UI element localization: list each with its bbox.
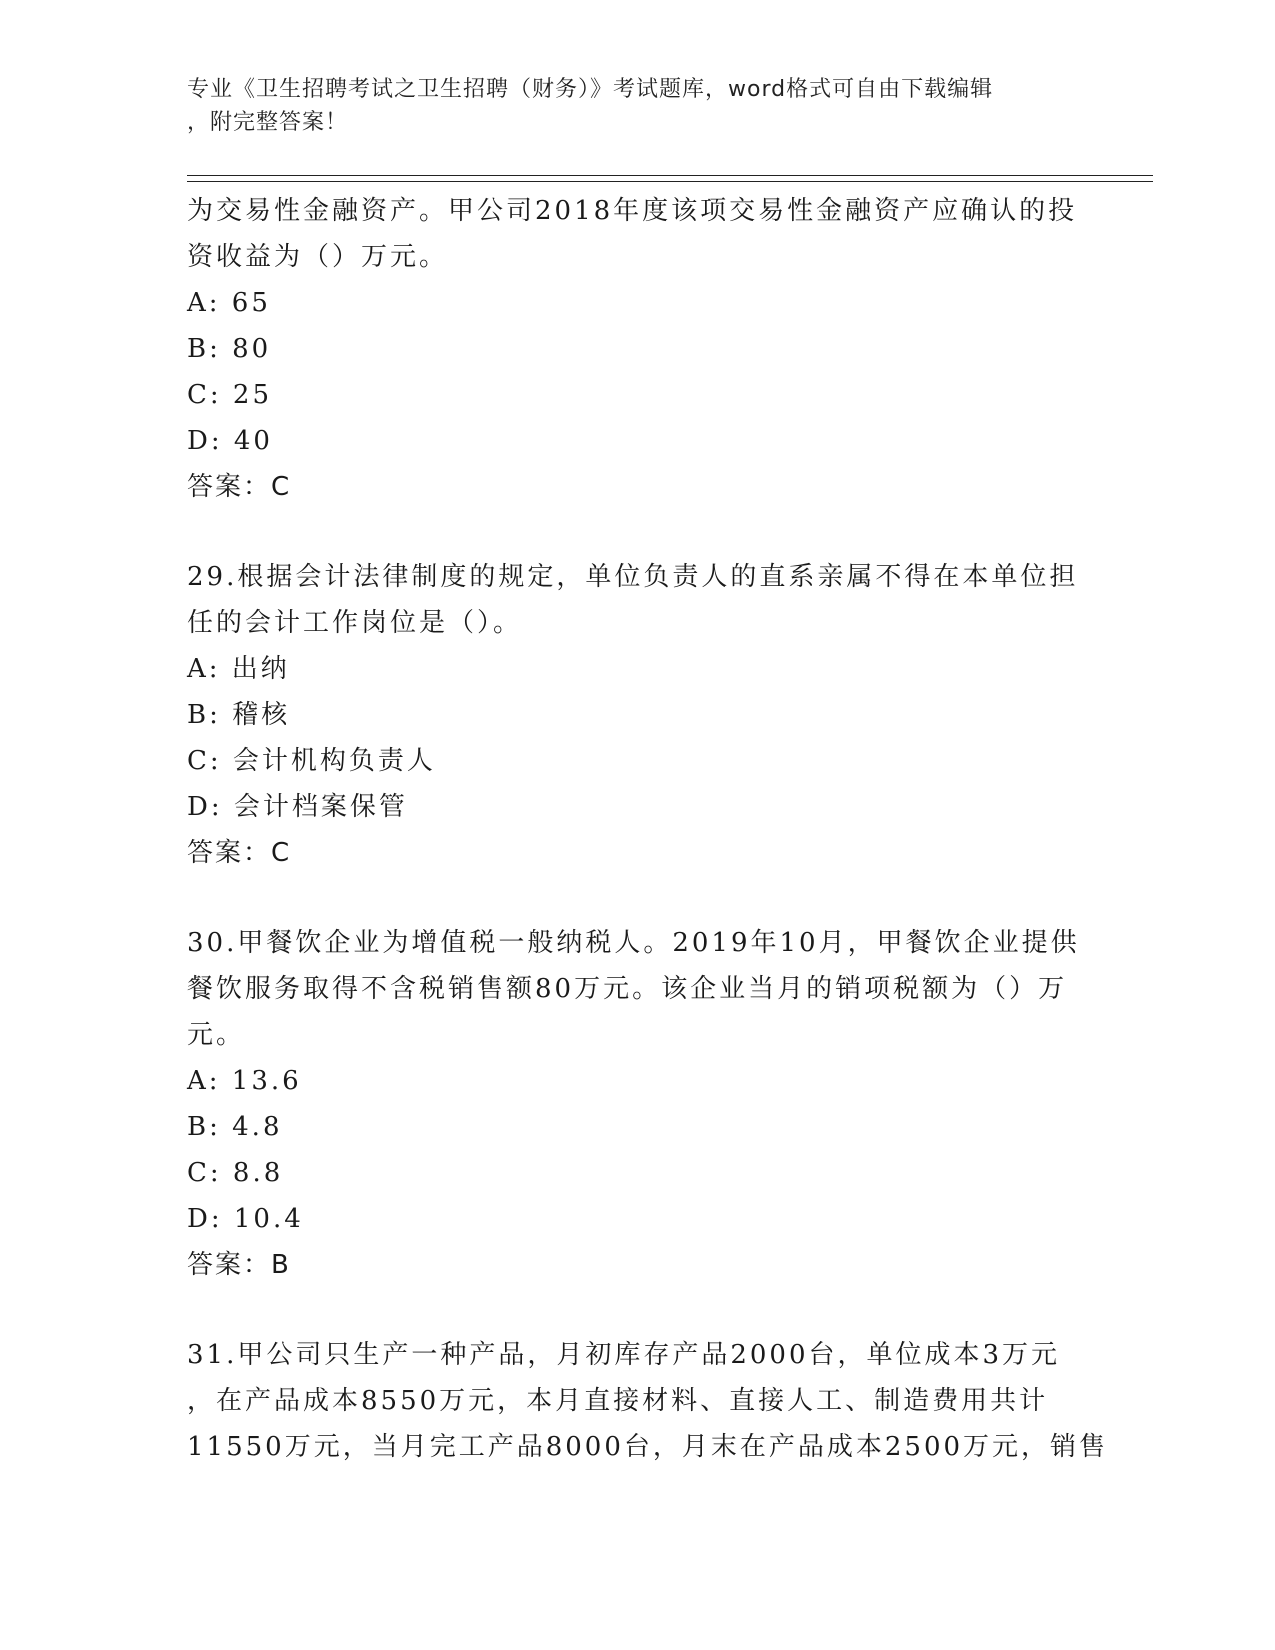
- option-a: A: 13.6: [187, 1066, 302, 1096]
- question-item: [187, 188, 1087, 510]
- answer-line: 答案：C: [187, 472, 292, 502]
- option-a: A: 65: [187, 288, 271, 318]
- document-header: [187, 73, 1087, 139]
- question-text: [187, 554, 1087, 646]
- option-b: B: 4.8: [187, 1112, 283, 1142]
- question-text-line: 资收益为（）万元。: [187, 242, 449, 272]
- question-item: [187, 554, 1087, 876]
- option-d: D: 会计档案保管: [187, 792, 408, 822]
- header-line-2: ，附完整答案！: [187, 110, 349, 135]
- question-text: [187, 188, 1087, 280]
- option-b: B: 80: [187, 334, 272, 364]
- option-b: B: 稽核: [187, 700, 291, 730]
- answer-line: 答案：C: [187, 838, 292, 868]
- question-text-line: 29.根据会计法律制度的规定，单位负责人的直系亲属不得在本单位担: [187, 562, 1079, 592]
- question-text-line: 30.甲餐饮企业为增值税一般纳税人。2019年10月，甲餐饮企业提供: [187, 928, 1080, 958]
- option-c: C: 会计机构负责人: [187, 746, 436, 776]
- option-c: C: 8.8: [187, 1158, 284, 1188]
- question-text-line: 为交易性金融资产。甲公司2018年度该项交易性金融资产应确认的投: [187, 196, 1078, 226]
- question-text-line: 31.甲公司只生产一种产品，月初库存产品2000台，单位成本3万元: [187, 1340, 1061, 1370]
- answer-line: 答案：B: [187, 1250, 291, 1280]
- option-d: D: 40: [187, 426, 273, 456]
- question-text-line: 11550万元，当月完工产品8000台，月末在产品成本2500万元，销售: [187, 1432, 1109, 1462]
- option-a: A: 出纳: [187, 654, 290, 684]
- question-text-line: 任的会计工作岗位是（）。: [187, 608, 523, 638]
- question-text-line: 元。: [187, 1020, 246, 1050]
- option-c: C: 25: [187, 380, 273, 410]
- header-rule-bottom: [187, 181, 1153, 182]
- option-d: D: 10.4: [187, 1204, 304, 1234]
- question-item: [187, 920, 1087, 1288]
- question-list: [187, 188, 1109, 1470]
- header-rule-top: [187, 175, 1153, 176]
- question-text: [187, 1332, 1109, 1470]
- question-text: [187, 920, 1087, 1058]
- question-item: [187, 1332, 1109, 1470]
- question-text-line: ，在产品成本8550万元，本月直接材料、直接人工、制造费用共计: [187, 1386, 1049, 1416]
- question-text-line: 餐饮服务取得不含税销售额80万元。该企业当月的销项税额为（）万: [187, 974, 1068, 1004]
- header-line-1: 专业《卫生招聘考试之卫生招聘（财务）》考试题库，word格式可自由下载编辑: [187, 77, 994, 102]
